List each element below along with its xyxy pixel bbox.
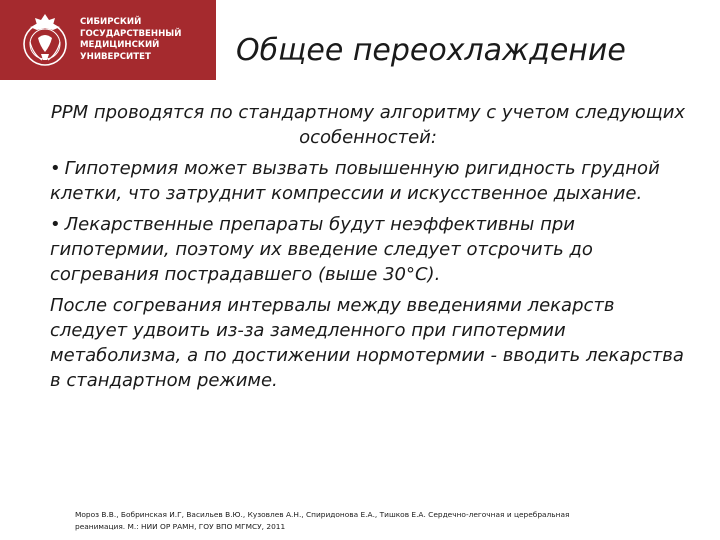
university-name-line: УНИВЕРСИТЕТ <box>80 51 151 62</box>
bullet-text: Гипотермия может вызвать повышенную ригидность грудной клетки, что затруднит компрессии и искусственное дыхание. <box>50 158 660 204</box>
bullet-marker: • <box>50 214 61 235</box>
slide-content <box>50 100 686 399</box>
bullet-marker: • <box>50 158 61 179</box>
bullet-item <box>50 156 686 206</box>
university-logo <box>0 0 216 80</box>
university-name-line: СИБИРСКИЙ <box>80 17 142 27</box>
reference-citation <box>75 509 715 533</box>
university-name <box>80 17 212 63</box>
university-name-line: ГОСУДАРСТВЕННЫЙ <box>80 28 182 39</box>
bullet-text: Лекарственные препараты будут неэффективны при гипотермии, поэтому их введение следует отсрочить до согревания пострадавшего (выше 30°С). <box>50 214 593 285</box>
reference-line: реанимация. М.: НИИ ОР РАМН, ГОУ ВПО МГМСУ, 2011 <box>75 522 286 531</box>
intro-text: РРМ проводятся по стандартному алгоритму с учетом следующих особенностей: <box>50 102 686 148</box>
slide-title: Общее переохлаждение <box>236 33 626 68</box>
bullet-item <box>50 212 686 287</box>
university-emblem-icon <box>20 8 70 72</box>
university-name-line: МЕДИЦИНСКИЙ <box>80 40 160 50</box>
reference-line: Мороз В.В., Бобринская И.Г, Васильев В.Ю., Кузовлев А.Н., Спиридонова Е.А., Тишков Е.А. Сердечно-легочная и церебральная <box>75 510 570 519</box>
closing-text: После согревания интервалы между введениями лекарств следует удвоить из-за замедленного при гипотермии метаболизма, а по достижении нормотермии - вводить лекарства в стандартном режиме. <box>50 295 684 391</box>
